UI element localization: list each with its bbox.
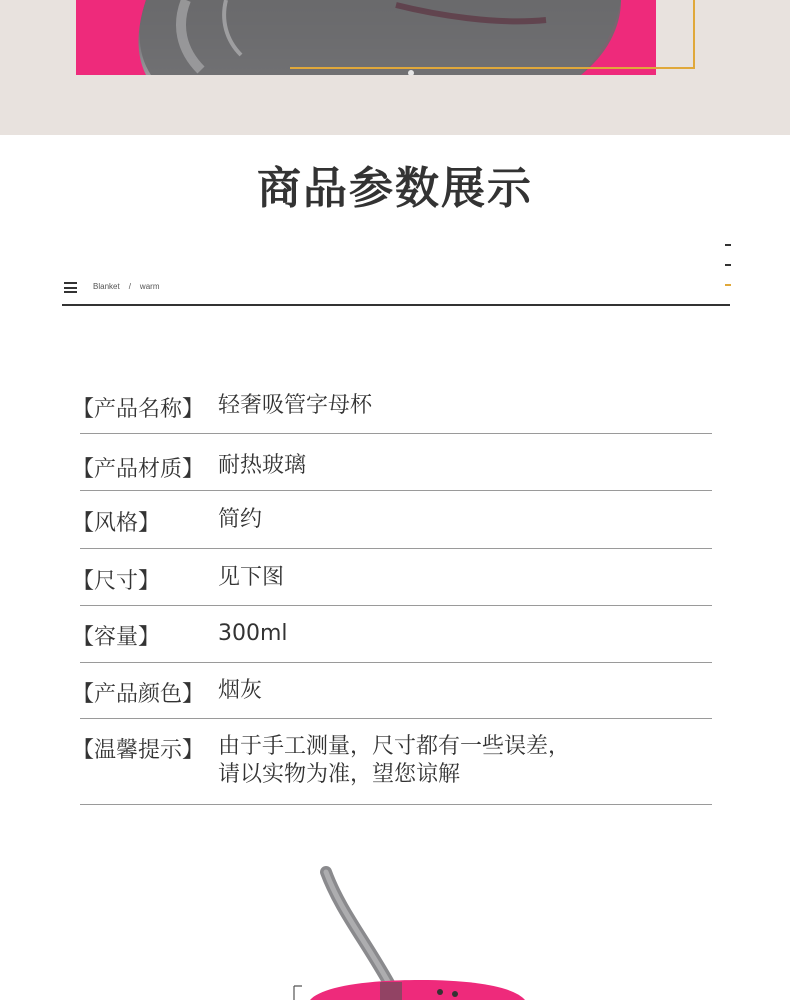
param-row-color [72,663,712,719]
param-label: 【尺寸】 [72,569,161,594]
param-label: 【产品材质】 [72,457,205,482]
breadcrumb-bar [62,278,730,306]
top-photo-band [0,0,790,135]
param-value: 300ml [218,621,288,646]
decorative-frame [290,0,695,69]
param-row-size [72,549,712,606]
menu-icon[interactable] [64,282,77,293]
param-value: 轻奢吸管字母杯 [218,393,373,418]
breadcrumb [93,282,159,291]
param-label: 【产品颜色】 [72,682,205,707]
breadcrumb-item[interactable]: warm [139,282,160,291]
param-value-line: 由于手工测量，尺寸都有一些误差， [218,734,571,759]
cup-with-straw-illustration [0,820,790,1000]
breadcrumb-item[interactable]: Blanket [93,282,120,291]
param-row-material [72,434,712,491]
param-table [72,378,712,805]
section-title: 商品参数展示 [257,163,533,214]
param-value: 简约 [218,507,263,532]
param-label: 【产品名称】 [72,397,205,422]
param-value: 见下图 [218,565,285,590]
param-row-style [72,491,712,549]
param-value-multiline [218,733,712,789]
param-value: 烟灰 [218,678,263,703]
product-photo-bottom [0,820,790,1000]
param-value-line: 请以实物为准，望您谅解 [218,762,461,787]
param-label: 【温馨提示】 [72,738,205,763]
param-row-tip [72,719,712,805]
param-label: 【风格】 [72,511,161,536]
param-row-capacity [72,606,712,663]
param-label: 【容量】 [72,625,161,650]
param-row-name [72,378,712,434]
breadcrumb-separator: / [128,282,131,291]
param-value: 耐热玻璃 [218,453,307,478]
